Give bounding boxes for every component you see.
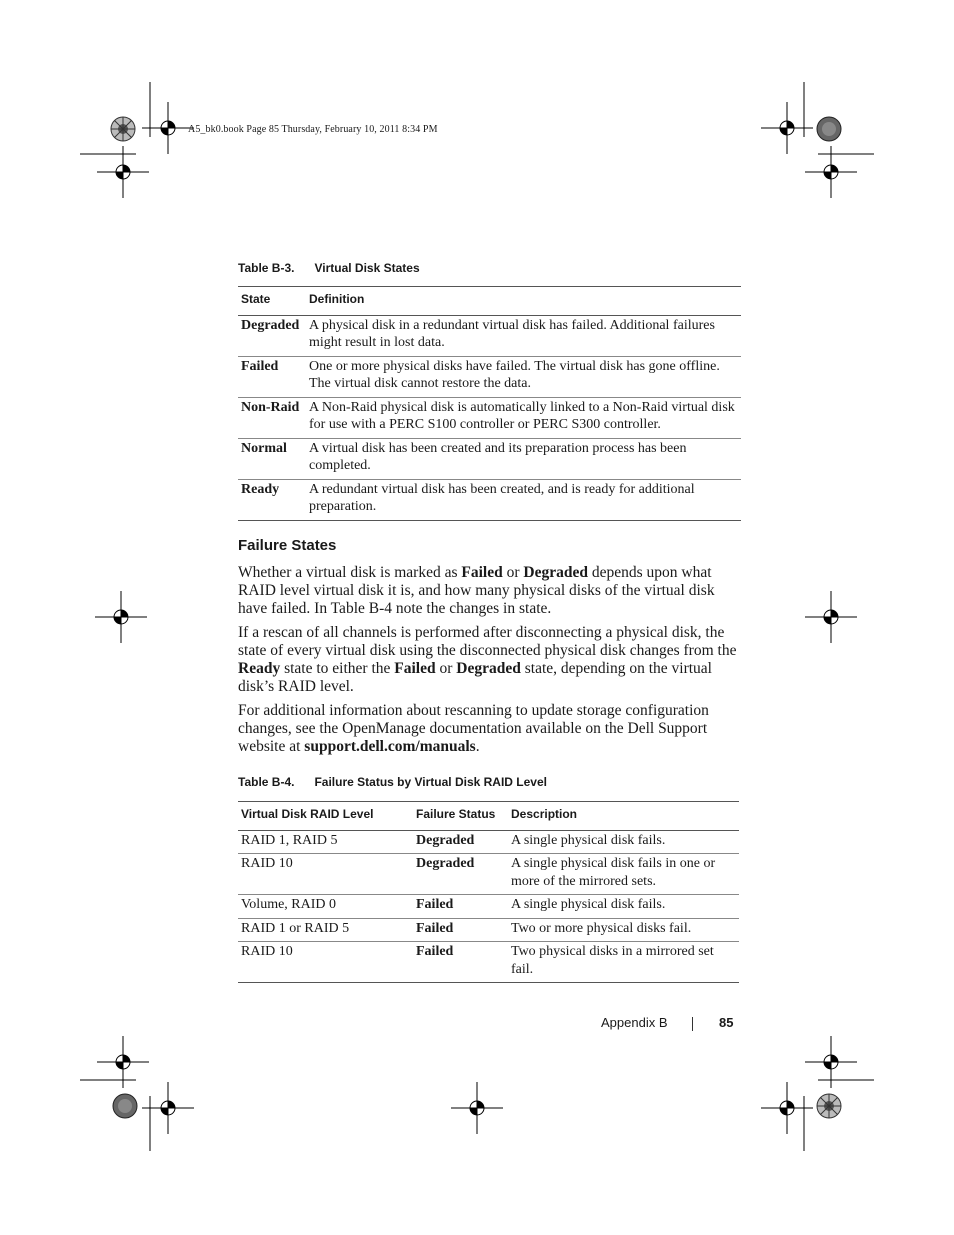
print-slug: A5_bk0.book Page 85 Thursday, February 10, 2011 8:34 PM xyxy=(188,124,438,135)
text-run: depends upon what RAID level virtual disk it is, and how many physical disks of the virtual disk have failed. In Table B-4 note the changes in state. xyxy=(238,564,715,617)
footer-section-name: Appendix B xyxy=(601,1015,668,1030)
text-run: . xyxy=(475,738,480,755)
table-row xyxy=(238,918,739,942)
text-run-bold: Failed xyxy=(461,564,503,581)
description-cell: A single physical disk fails. xyxy=(508,895,739,919)
text-run-bold: Degraded xyxy=(523,564,588,581)
text-run-bold: Failed xyxy=(394,660,436,677)
definition-cell: A virtual disk has been created and its preparation process has been completed. xyxy=(306,438,741,479)
description-cell: Two or more physical disks fail. xyxy=(508,918,739,942)
support-link-text: support.dell.com/manuals xyxy=(304,738,476,755)
failure-status-cell: Failed xyxy=(413,942,508,983)
raid-level-cell: Volume, RAID 0 xyxy=(238,895,413,919)
state-cell: Non-Raid xyxy=(238,397,306,438)
failure-status-cell: Degraded xyxy=(413,854,508,895)
column-header-description: Description xyxy=(508,802,739,831)
table-row xyxy=(238,942,739,983)
paragraph-1 xyxy=(238,564,738,618)
failure-status-table xyxy=(238,801,739,983)
raid-level-cell: RAID 10 xyxy=(238,854,413,895)
page-number: 85 xyxy=(719,1015,734,1030)
text-run-bold: Ready xyxy=(238,660,281,677)
state-cell: Degraded xyxy=(238,315,306,356)
table-b4-title: Failure Status by Virtual Disk RAID Level xyxy=(314,775,547,789)
column-header-raid-level: Virtual Disk RAID Level xyxy=(238,802,413,831)
failure-status-cell: Failed xyxy=(413,918,508,942)
state-cell: Normal xyxy=(238,438,306,479)
state-cell: Ready xyxy=(238,479,306,520)
table-b3-label: Table B-3. xyxy=(238,261,295,275)
description-cell: Two physical disks in a mirrored set fail. xyxy=(508,942,739,983)
section-heading: Failure States xyxy=(238,537,337,554)
table-b3-title: Virtual Disk States xyxy=(314,261,420,275)
table-row xyxy=(238,356,741,397)
table-header-row xyxy=(238,802,739,831)
description-cell: A single physical disk fails in one or more of the mirrored sets. xyxy=(508,854,739,895)
definition-cell: A physical disk in a redundant virtual disk has failed. Additional failures might result in lost data. xyxy=(306,315,741,356)
table-row xyxy=(238,830,739,854)
column-header-definition: Definition xyxy=(306,287,741,316)
definition-cell: A Non-Raid physical disk is automatically linked to a Non-Raid virtual disk for use with a PERC S100 controller or PERC S300 controller. xyxy=(306,397,741,438)
text-run-bold: Degraded xyxy=(456,660,521,677)
footer-separator xyxy=(692,1017,693,1031)
table-row xyxy=(238,895,739,919)
text-run: state, depending on the virtual disk’s RAID level. xyxy=(238,660,712,695)
text-run: If a rescan of all channels is performed after disconnecting a physical disk, the state of every virtual disk using the disconnected physical disk changes from the xyxy=(238,624,737,659)
table-b4-label: Table B-4. xyxy=(238,775,295,789)
table-header-row xyxy=(238,287,741,316)
text-run: For additional information about rescanning to update storage configuration changes, see the OpenManage documentation available on the Dell Support website at xyxy=(238,702,709,755)
table-b3-caption xyxy=(238,261,420,275)
column-header-failure-status: Failure Status xyxy=(413,802,508,831)
table-b4-caption xyxy=(238,775,547,789)
table-row xyxy=(238,854,739,895)
definition-cell: One or more physical disks have failed. The virtual disk has gone offline. The virtual disk cannot restore the data. xyxy=(306,356,741,397)
failure-status-cell: Failed xyxy=(413,895,508,919)
text-run: or xyxy=(435,660,457,677)
table-row xyxy=(238,315,741,356)
raid-level-cell: RAID 1, RAID 5 xyxy=(238,830,413,854)
column-header-state: State xyxy=(238,287,306,316)
table-row xyxy=(238,397,741,438)
paragraph-2 xyxy=(238,624,738,696)
state-cell: Failed xyxy=(238,356,306,397)
raid-level-cell: RAID 1 or RAID 5 xyxy=(238,918,413,942)
paragraph-3 xyxy=(238,702,738,756)
description-cell: A single physical disk fails. xyxy=(508,830,739,854)
text-run: or xyxy=(502,564,524,581)
table-row xyxy=(238,438,741,479)
text-run: state to either the xyxy=(280,660,395,677)
raid-level-cell: RAID 10 xyxy=(238,942,413,983)
failure-status-cell: Degraded xyxy=(413,830,508,854)
table-row xyxy=(238,479,741,520)
text-run: Whether a virtual disk is marked as xyxy=(238,564,462,581)
virtual-disk-states-table xyxy=(238,286,741,521)
definition-cell: A redundant virtual disk has been created, and is ready for additional preparation. xyxy=(306,479,741,520)
